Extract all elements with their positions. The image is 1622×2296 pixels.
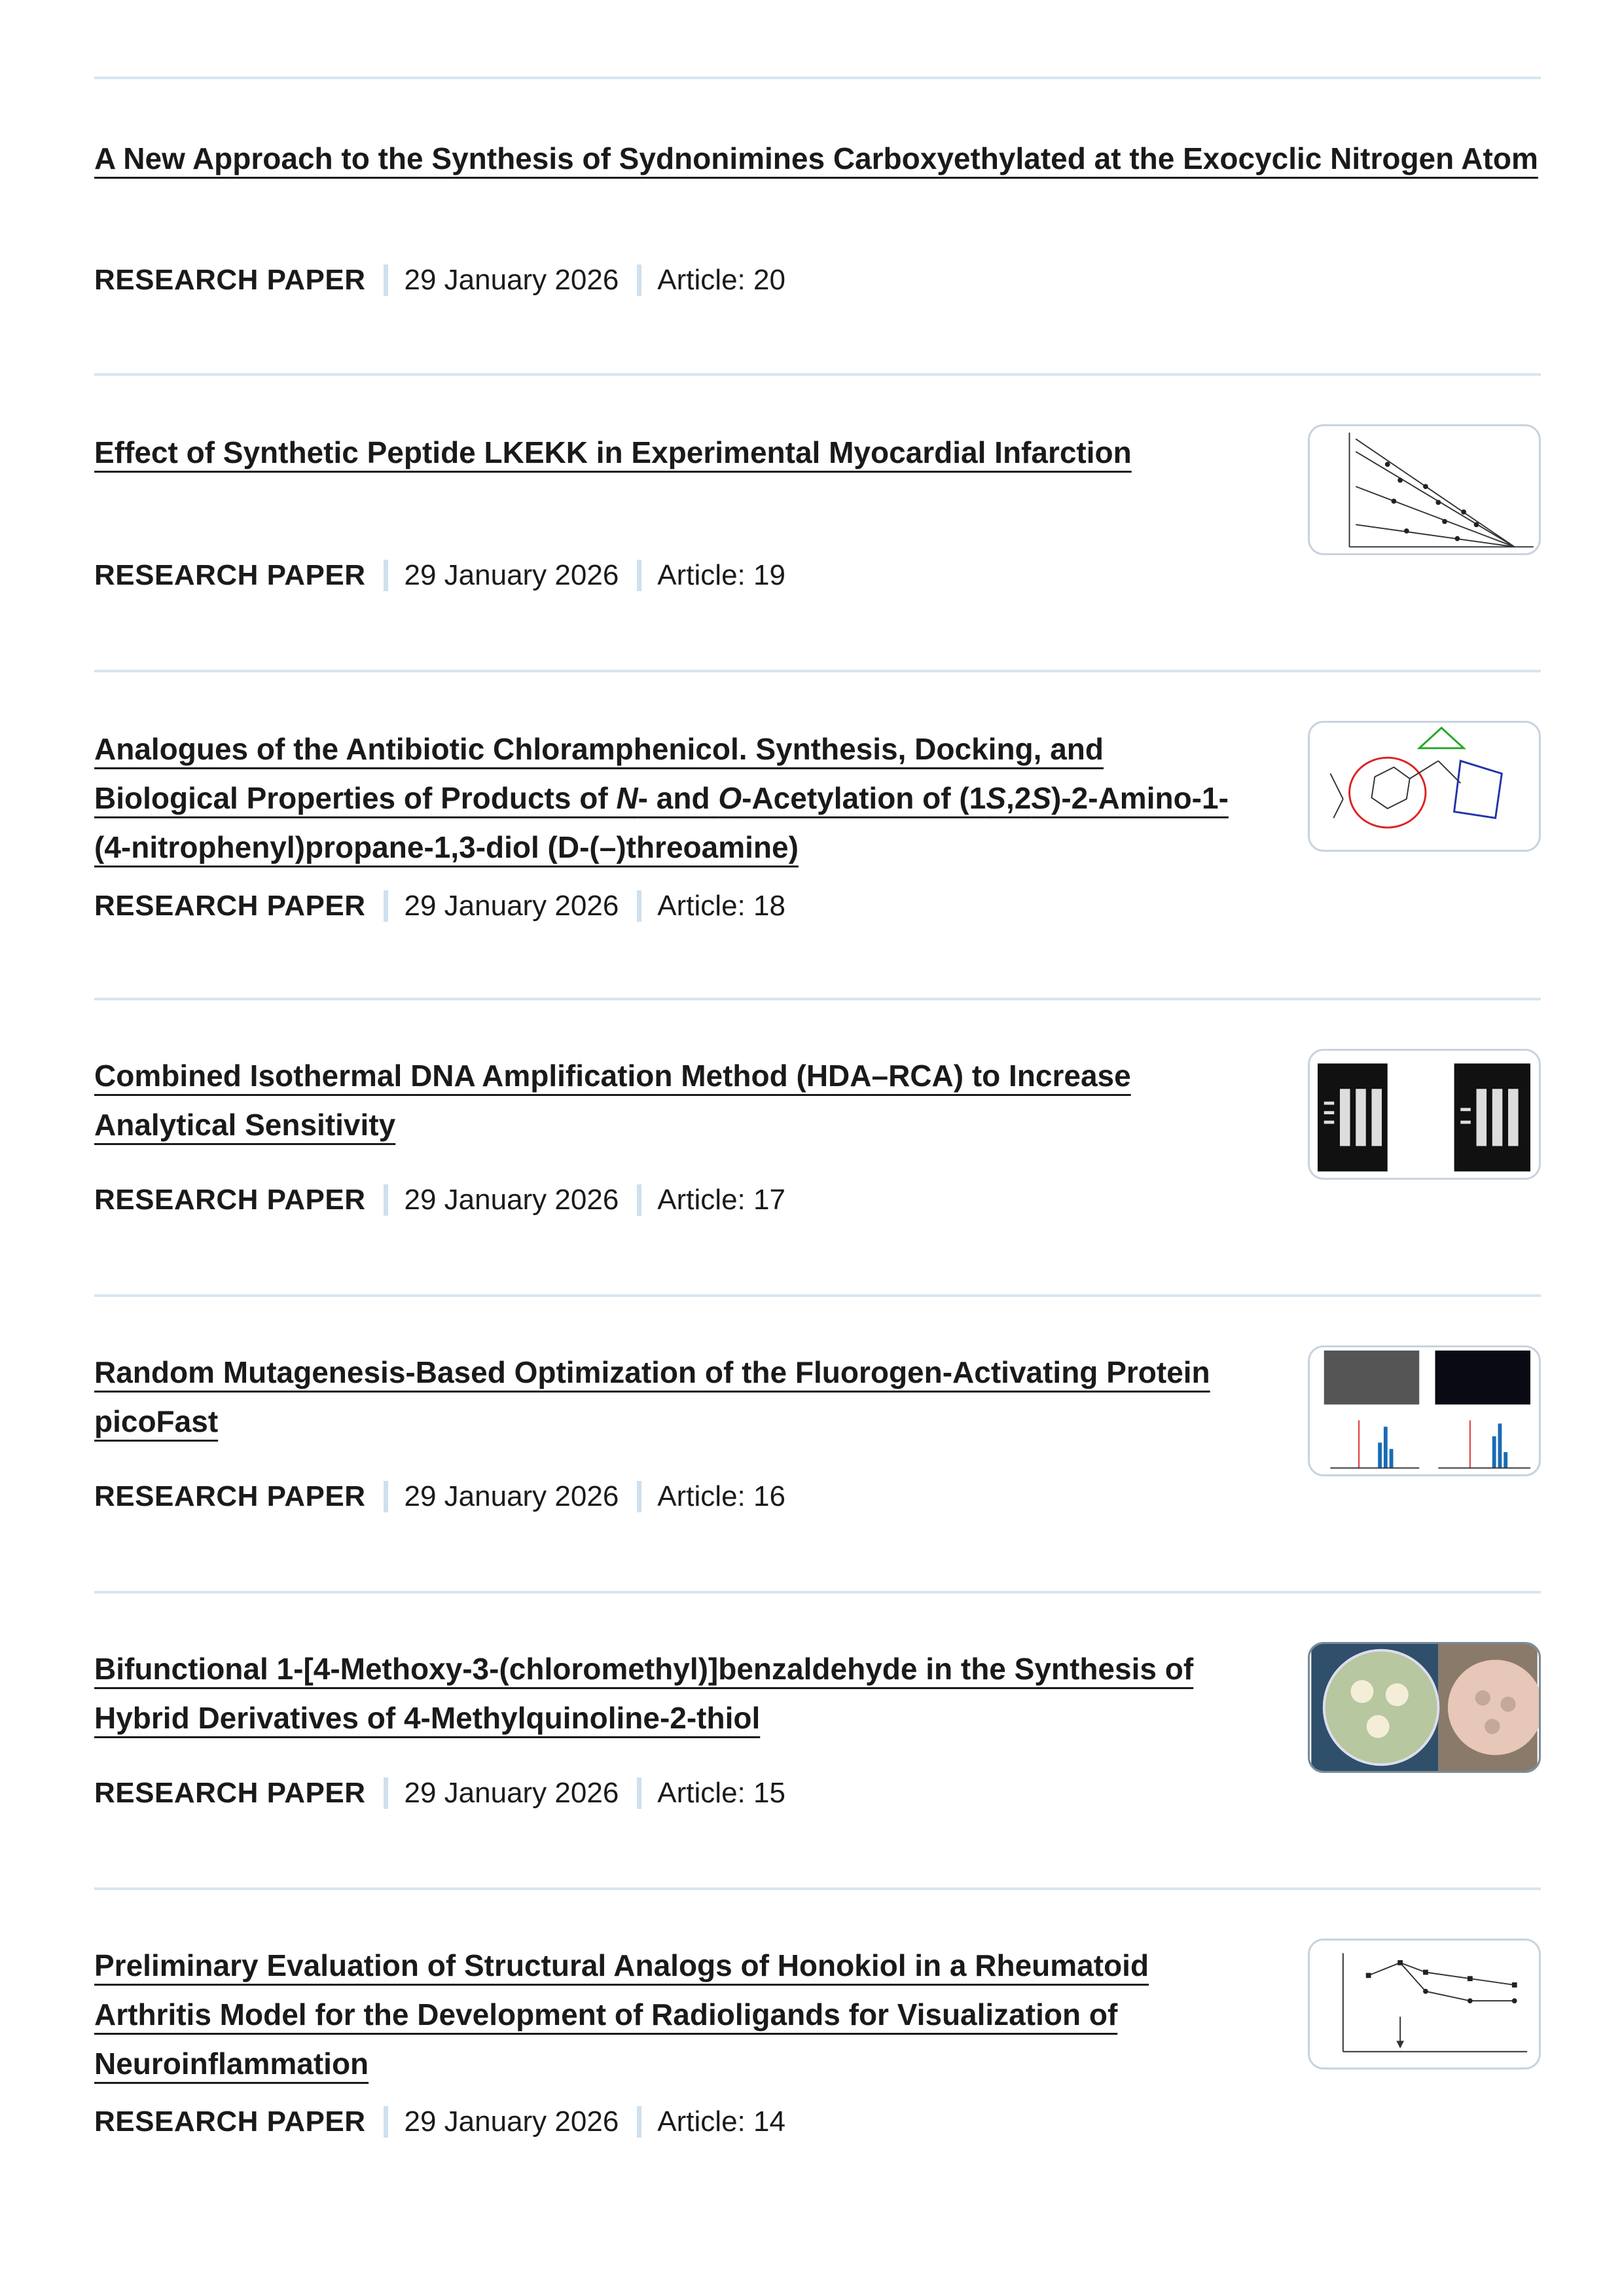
article-date: 29 January 2026 (404, 1184, 619, 1216)
article-item (94, 79, 1541, 373)
line-plot-image (1310, 426, 1539, 553)
article-meta (94, 2102, 785, 2141)
meta-separator (637, 560, 641, 591)
microscopy-histogram-image (1310, 1347, 1539, 1474)
article-date: 29 January 2026 (404, 2105, 619, 2138)
meta-separator (637, 1481, 641, 1512)
meta-separator (384, 560, 388, 591)
article-item (94, 672, 1541, 998)
petri-dish-image (1310, 1644, 1539, 1771)
article-type: RESEARCH PAPER (94, 890, 366, 922)
article-title-link[interactable]: Preliminary Evaluation of Structural Analogs of Honokiol in a Rheumatoid Arthritis Model for the Development of Radioligands for Visualization of Neuroinflammation (94, 1948, 1149, 2081)
article-date: 29 January 2026 (404, 1480, 619, 1512)
time-course-plot-thumbnail[interactable] (1308, 1939, 1541, 2069)
article-item (94, 1297, 1541, 1591)
meta-separator (384, 1184, 388, 1216)
article-meta (94, 886, 785, 926)
gel-electrophoresis-thumbnail[interactable] (1308, 1049, 1541, 1180)
meta-separator (384, 2106, 388, 2138)
article-meta (94, 1477, 785, 1516)
article-title-link[interactable]: Combined Isothermal DNA Amplification Method (HDA–RCA) to Increase Analytical Sensitivity (94, 1059, 1131, 1142)
meta-separator (637, 1184, 641, 1216)
article-title-link[interactable]: Analogues of the Antibiotic Chloramphenicol. Synthesis, Docking, and Biological Properties of Products of N- and O-Acetylation of (1S,2S)-2-Amino-1-(4-nitrophenyl)propane-1,3-diol (D-(–)threoamine) (94, 732, 1229, 864)
article-title-link[interactable]: Effect of Synthetic Peptide LKEKK in Experimental Myocardial Infarction (94, 435, 1132, 469)
article-type: RESEARCH PAPER (94, 1480, 366, 1512)
article-item (94, 1890, 1541, 2184)
article-type: RESEARCH PAPER (94, 1777, 366, 1809)
article-title-link[interactable]: A New Approach to the Synthesis of Sydnonimines Carboxyethylated at the Exocyclic Nitrogen Atom (94, 141, 1538, 175)
meta-separator (384, 1777, 388, 1809)
article-list (94, 77, 1541, 2184)
article-meta (94, 1180, 785, 1220)
article-type: RESEARCH PAPER (94, 264, 366, 296)
article-item (94, 1000, 1541, 1294)
article-number: Article: 17 (657, 1184, 785, 1216)
article-item (94, 376, 1541, 670)
article-meta (94, 556, 785, 595)
article-type: RESEARCH PAPER (94, 559, 366, 591)
line-plot-thumbnail[interactable] (1308, 424, 1541, 555)
article-title-link[interactable]: Random Mutagenesis-Based Optimization of the Fluorogen-Activating Protein picoFast (94, 1355, 1210, 1438)
article-title-link[interactable]: Bifunctional 1-[4-Methoxy-3-(chloromethyl)]benzaldehyde in the Synthesis of Hybrid Derivatives of 4-Methylquinoline-2-thiol (94, 1652, 1194, 1735)
chemical-structure-thumbnail[interactable] (1308, 721, 1541, 852)
article-type: RESEARCH PAPER (94, 1184, 366, 1216)
meta-separator (637, 2106, 641, 2138)
microscopy-histogram-thumbnail[interactable] (1308, 1345, 1541, 1476)
gel-electrophoresis-image (1310, 1051, 1539, 1178)
meta-separator (637, 1777, 641, 1809)
article-date: 29 January 2026 (404, 264, 619, 296)
article-number: Article: 20 (657, 264, 785, 296)
article-number: Article: 18 (657, 890, 785, 922)
article-meta (94, 261, 785, 300)
chemical-structure-image (1310, 723, 1539, 850)
article-number: Article: 15 (657, 1777, 785, 1809)
article-number: Article: 19 (657, 559, 785, 591)
meta-separator (384, 890, 388, 922)
article-number: Article: 14 (657, 2105, 785, 2138)
article-number: Article: 16 (657, 1480, 785, 1512)
article-item (94, 1594, 1541, 1887)
meta-separator (637, 264, 641, 296)
meta-separator (637, 890, 641, 922)
article-meta (94, 1774, 785, 1813)
article-type: RESEARCH PAPER (94, 2105, 366, 2138)
article-date: 29 January 2026 (404, 1777, 619, 1809)
time-course-plot-image (1310, 1941, 1539, 2068)
article-date: 29 January 2026 (404, 890, 619, 922)
meta-separator (384, 1481, 388, 1512)
article-date: 29 January 2026 (404, 559, 619, 591)
petri-dish-thumbnail[interactable] (1308, 1642, 1541, 1773)
meta-separator (384, 264, 388, 296)
